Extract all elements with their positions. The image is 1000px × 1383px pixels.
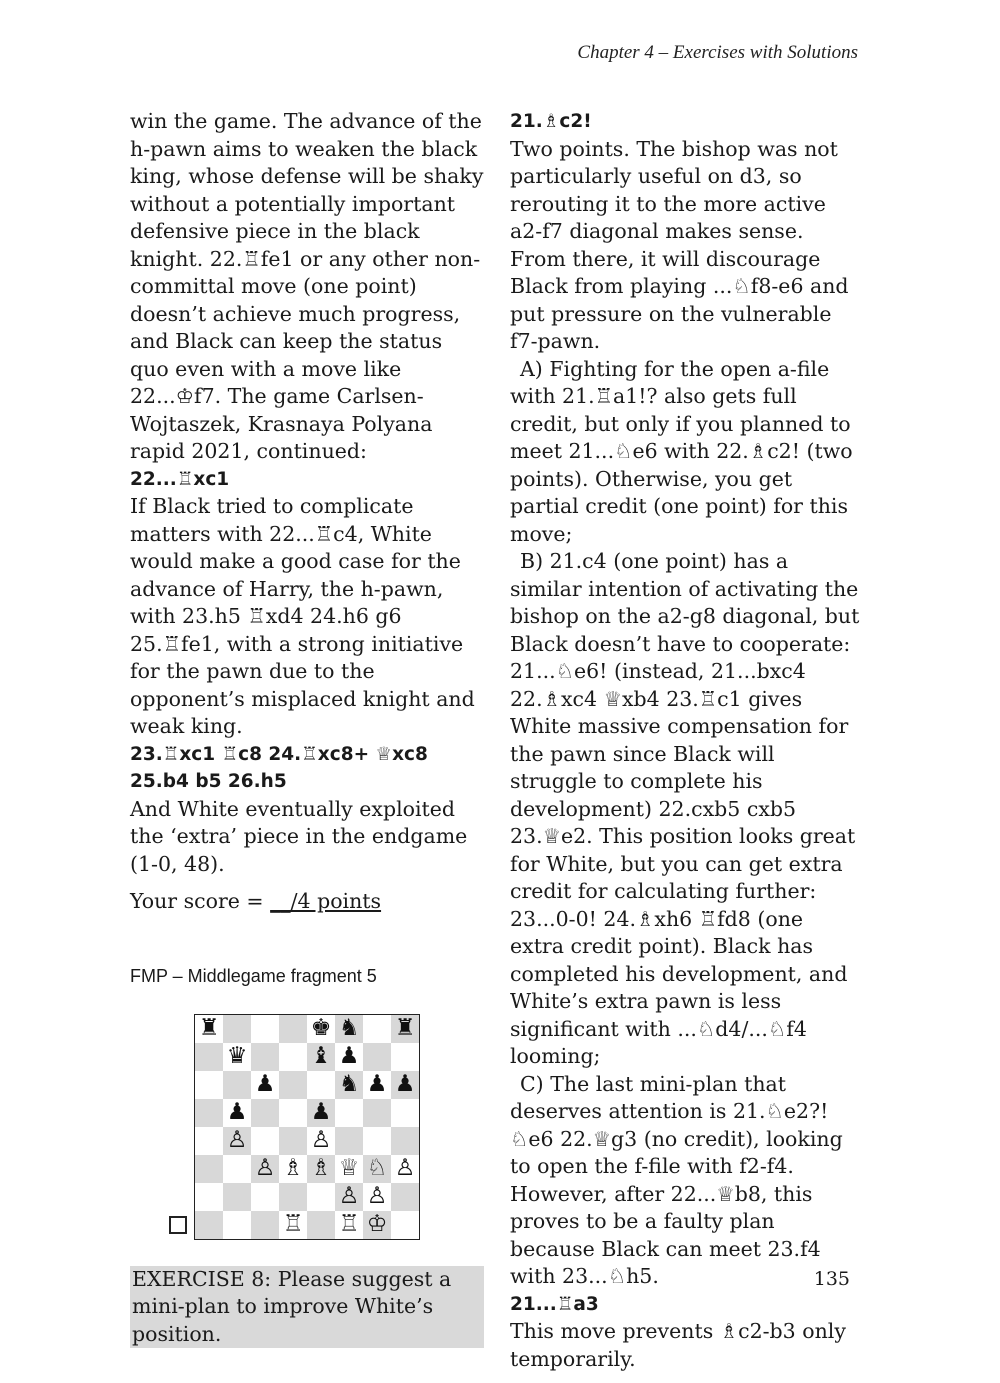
board-square-c1 — [251, 1211, 279, 1239]
board-square-c6 — [251, 1071, 279, 1099]
chess-piece-icon: ♝ — [310, 1043, 332, 1069]
board-square-c2 — [251, 1183, 279, 1211]
chess-piece-icon: ♟ — [366, 1071, 388, 1097]
running-head: Chapter 4 – Exercises with Solutions — [577, 42, 858, 63]
body-paragraph: win the game. The advance of the h-pawn aims to weaken the black king, whose defense will be shaky without a potentially important defensive piece in the black knight. 22.♖fe1 or any other non-committal move (one point) doesn’t achieve much progress, and Black can keep the status quo even with a move like 22...♔f7. The game Carlsen-Wojtaszek, Krasnaya Polyana rapid 2021, continued: — [130, 109, 484, 463]
chess-piece-icon: ♗ — [310, 1155, 332, 1181]
board-square-c7 — [251, 1043, 279, 1071]
board-square-g4 — [363, 1127, 391, 1155]
right-column — [510, 108, 860, 1373]
chess-piece-icon: ♚ — [310, 1015, 332, 1041]
board-square-f5 — [335, 1099, 363, 1127]
chess-piece-icon: ♜ — [394, 1015, 416, 1041]
score-line — [130, 888, 486, 916]
board-square-f7 — [335, 1043, 363, 1071]
move-heading: 23.♖xc1 ♖c8 24.♖xc8+ ♕xc8 25.b4 b5 26.h5 — [130, 743, 428, 792]
board-square-b8 — [223, 1015, 251, 1043]
chess-piece-icon: ♟ — [394, 1071, 416, 1097]
chess-piece-icon: ♙ — [366, 1183, 388, 1209]
move-heading: 21...♖a3 — [510, 1293, 599, 1315]
board-square-b6 — [223, 1071, 251, 1099]
board-square-a5 — [195, 1099, 223, 1127]
board-square-d3 — [279, 1155, 307, 1183]
board-square-f2 — [335, 1183, 363, 1211]
chess-piece-icon: ♜ — [198, 1015, 220, 1041]
board-square-g7 — [363, 1043, 391, 1071]
score-value: __/4 points — [270, 889, 382, 913]
board-square-a2 — [195, 1183, 223, 1211]
board-square-e4 — [307, 1127, 335, 1155]
board-square-a1 — [195, 1211, 223, 1239]
board-square-b5 — [223, 1099, 251, 1127]
board-square-h5 — [391, 1099, 419, 1127]
diagram-caption: FMP – Middlegame fragment 5 — [130, 965, 377, 986]
board-square-b1 — [223, 1211, 251, 1239]
chess-piece-icon: ♘ — [366, 1155, 388, 1181]
score-label: Your score = — [130, 889, 271, 913]
board-square-h4 — [391, 1127, 419, 1155]
board-square-f6 — [335, 1071, 363, 1099]
board-square-b7 — [223, 1043, 251, 1071]
board-square-f4 — [335, 1127, 363, 1155]
board-square-d2 — [279, 1183, 307, 1211]
board-square-c3 — [251, 1155, 279, 1183]
board-square-g3 — [363, 1155, 391, 1183]
chess-piece-icon: ♟ — [310, 1099, 332, 1125]
board-square-h7 — [391, 1043, 419, 1071]
board-square-g2 — [363, 1183, 391, 1211]
exercise-box: EXERCISE 8: Please suggest a mini-plan to improve White’s position. — [130, 1266, 484, 1349]
board-square-d7 — [279, 1043, 307, 1071]
board-square-d1 — [279, 1211, 307, 1239]
chess-piece-icon: ♞ — [338, 1071, 360, 1097]
board-square-e1 — [307, 1211, 335, 1239]
board-square-b2 — [223, 1183, 251, 1211]
board-square-c4 — [251, 1127, 279, 1155]
board-square-h2 — [391, 1183, 419, 1211]
body-paragraph: B) 21.c4 (one point) has a similar intention of activating the bishop on the a2-g8 diagonal, but Black doesn’t have to cooperate: 21...♘e6! (instead, 21...bxc4 22.♗xc4 ♕xb4 23.♖c1 gives White massive compensation for the pawn since Black will struggle to complete his development) 22.cxb5 cxb5 23.♕e2. This position looks great for White, but you can get extra credit for calculating further: 23...0-0! 24.♗xh6 ♖fd8 (one extra credit point). Black has completed his development, and White’s extra pawn is less significant with ...♘d4/...♘f4 looming; — [510, 549, 860, 1068]
chess-piece-icon: ♕ — [338, 1155, 360, 1181]
chess-diagram — [130, 1006, 486, 1242]
body-paragraph: C) The last mini-plan that deserves attention is 21.♘e2?! ♘e6 22.♕g3 (no credit), looking to open the f-file with f2-f4. However, after 22...♕b8, this proves to be a faulty plan because Black can meet 23.f4 with 23...♘h5. — [510, 1071, 843, 1288]
board-square-a7 — [195, 1043, 223, 1071]
left-column — [130, 108, 486, 1348]
board-square-g6 — [363, 1071, 391, 1099]
chess-piece-icon: ♔ — [366, 1211, 388, 1237]
chess-piece-icon: ♙ — [338, 1183, 360, 1209]
board-square-d8 — [279, 1015, 307, 1043]
chess-board — [194, 1014, 420, 1240]
board-square-e3 — [307, 1155, 335, 1183]
board-square-e6 — [307, 1071, 335, 1099]
move-heading: 21.♗c2! — [510, 111, 592, 132]
board-square-c5 — [251, 1099, 279, 1127]
chess-piece-icon: ♙ — [310, 1127, 332, 1153]
board-square-e8 — [307, 1015, 335, 1043]
chess-piece-icon: ♙ — [394, 1155, 416, 1181]
body-paragraph: This move prevents ♗c2-b3 only temporarily. — [510, 1319, 846, 1371]
board-square-e2 — [307, 1183, 335, 1211]
board-square-d4 — [279, 1127, 307, 1155]
body-paragraph: A) Fighting for the open a-file with 21.♖a1!? also gets full credit, but only if you planned to meet 21...♘e6 with 22.♗c2! (two points). Otherwise, you get partial credit (one point) for this move; — [510, 356, 853, 546]
body-paragraph: And White eventually exploited the ‘extra’ piece in the endgame (1-0, 48). — [130, 796, 468, 876]
board-square-c8 — [251, 1015, 279, 1043]
board-square-b4 — [223, 1127, 251, 1155]
white-to-move-icon — [169, 1216, 187, 1234]
chess-piece-icon: ♟ — [338, 1043, 360, 1069]
board-square-a6 — [195, 1071, 223, 1099]
board-square-h6 — [391, 1071, 419, 1099]
board-square-e7 — [307, 1043, 335, 1071]
chess-piece-icon: ♛ — [226, 1043, 248, 1069]
chess-piece-icon: ♟ — [226, 1099, 248, 1125]
body-paragraph: If Black tried to complicate matters with 22...♖c4, White would make a good case for the advance of Harry, the h-pawn, with 23.h5 ♖xd4 24.h6 g6 25.♖fe1, with a strong initiative for the pawn due to the opponent’s misplaced knight and weak king. — [130, 494, 475, 738]
board-square-g5 — [363, 1099, 391, 1127]
chess-piece-icon: ♙ — [254, 1155, 276, 1181]
board-square-a8 — [195, 1015, 223, 1043]
chess-piece-icon: ♖ — [282, 1211, 304, 1237]
move-heading: 22...♖xc1 — [130, 468, 230, 490]
chess-piece-icon: ♟ — [254, 1071, 276, 1097]
page-number: 135 — [813, 1268, 850, 1290]
board-square-h8 — [391, 1015, 419, 1043]
board-square-f1 — [335, 1211, 363, 1239]
board-square-a3 — [195, 1155, 223, 1183]
chess-piece-icon: ♙ — [226, 1127, 248, 1153]
chess-piece-icon: ♖ — [338, 1211, 360, 1237]
board-square-e5 — [307, 1099, 335, 1127]
chess-piece-icon: ♗ — [282, 1155, 304, 1181]
board-square-h3 — [391, 1155, 419, 1183]
board-square-f3 — [335, 1155, 363, 1183]
board-square-f8 — [335, 1015, 363, 1043]
chess-piece-icon: ♞ — [338, 1015, 360, 1041]
board-square-g1 — [363, 1211, 391, 1239]
board-square-a4 — [195, 1127, 223, 1155]
board-square-g8 — [363, 1015, 391, 1043]
board-square-d5 — [279, 1099, 307, 1127]
body-paragraph: Two points. The bishop was not particularly useful on d3, so rerouting it to the more active a2-f7 diagonal makes sense. From there, it will discourage Black from playing ...♘f8-e6 and put pressure on the vulnerable f7-pawn. — [510, 136, 849, 353]
board-square-d6 — [279, 1071, 307, 1099]
board-square-b3 — [223, 1155, 251, 1183]
board-square-h1 — [391, 1211, 419, 1239]
